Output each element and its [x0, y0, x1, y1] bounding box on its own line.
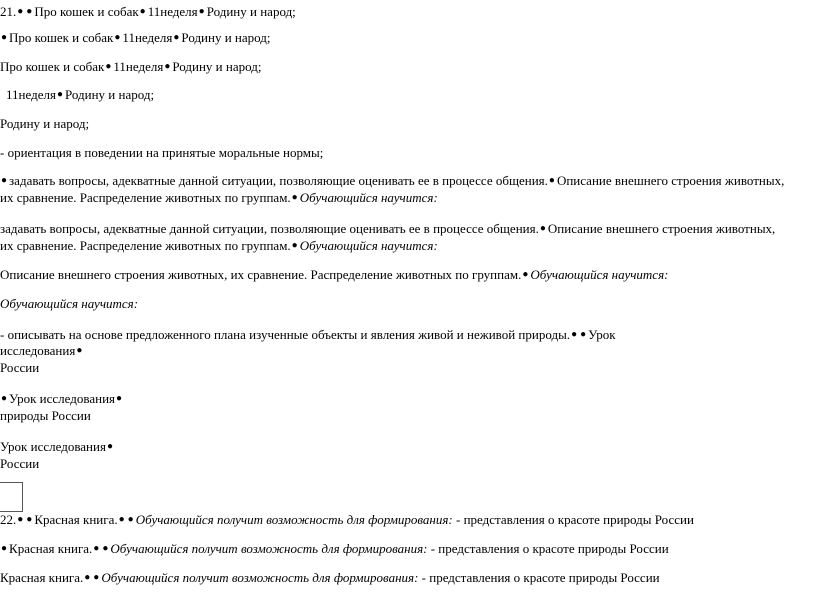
text-span: Родину и народ;: [0, 116, 90, 131]
italic-text-span: Обучающийся получит возможность для формирования:: [135, 512, 453, 527]
text-span: - ориентация в поведении на принятые моральные нормы;: [0, 145, 324, 160]
bullet-icon: ●: [116, 393, 123, 404]
text-line-14: [0, 342, 84, 359]
bullet-icon: ●: [105, 61, 112, 72]
text-line-16: [0, 390, 124, 407]
text-span: 11неделя: [147, 4, 198, 19]
bullet-icon: ●: [164, 61, 171, 72]
text-line-5: [0, 115, 89, 132]
text-line-9: [0, 220, 775, 237]
bullet-icon: ●: [76, 345, 83, 356]
italic-text-span: Обучающийся получит возможность для формирования:: [101, 570, 419, 585]
text-line-6: [0, 144, 323, 161]
bullet-icon: ●: [118, 514, 125, 525]
text-line-3: [0, 58, 261, 75]
italic-text-span: Обучающийся научится:: [299, 190, 438, 205]
text-span: - представления о красоте природы России: [456, 512, 694, 527]
bullet-icon: ●: [1, 393, 8, 404]
text-span: 11неделя: [113, 59, 164, 74]
text-span: Родину и народ;: [64, 87, 155, 102]
text-span: Урок исследования: [0, 439, 106, 454]
bullet-icon: ●: [17, 6, 24, 17]
text-line-4: [6, 86, 154, 103]
text-span: Описание внешнего строения животных, их сравнение. Распределение животных по группам.: [0, 267, 522, 282]
bullet-icon: ●: [84, 572, 91, 583]
text-span: России: [0, 456, 40, 471]
bullet-icon: ●: [26, 514, 33, 525]
bullet-icon: ●: [93, 572, 100, 583]
text-span: Красная книга.: [0, 570, 84, 585]
text-line-8: [0, 189, 438, 206]
text-span: Про кошек и собак: [34, 4, 139, 19]
bullet-icon: ●: [548, 175, 555, 186]
text-span: Красная книга.: [9, 541, 93, 556]
text-span: Урок исследования: [9, 391, 116, 406]
text-span: Описание внешнего строения животных,: [556, 173, 785, 188]
text-span: задавать вопросы, адекватные данной ситуации, позволяющие оценивать ее в процессе общения.: [9, 173, 548, 188]
bullet-icon: ●: [539, 223, 546, 234]
text-span: Про кошек и собак: [9, 30, 114, 45]
bullet-icon: ●: [173, 32, 180, 43]
empty-table-cell: [0, 482, 23, 512]
text-line-12: [0, 295, 138, 312]
text-line-15: [0, 359, 39, 376]
italic-text-span: Обучающийся получит возможность для формирования:: [110, 541, 428, 556]
bullet-icon: ●: [291, 240, 298, 251]
text-span: Описание внешнего строения животных,: [547, 221, 776, 236]
bullet-icon: ●: [1, 543, 8, 554]
bullet-icon: ●: [571, 329, 578, 340]
bullet-icon: ●: [291, 192, 298, 203]
text-span: 11неделя: [122, 30, 173, 45]
text-line-11: [0, 266, 668, 283]
text-line-18: [0, 438, 115, 455]
text-line-1: [0, 3, 296, 20]
text-line-20: [0, 511, 694, 528]
item-number: 21.: [0, 4, 17, 19]
text-line-21: [0, 540, 669, 557]
bullet-icon: ●: [26, 6, 33, 17]
bullet-icon: ●: [106, 441, 114, 452]
item-number: 22.: [0, 512, 17, 527]
italic-text-span: Обучающийся научится:: [530, 267, 669, 282]
text-line-17: [0, 407, 91, 424]
text-line-19: [0, 455, 39, 472]
text-span: Про кошек и собак: [0, 59, 105, 74]
bullet-icon: ●: [1, 175, 8, 186]
bullet-icon: ●: [139, 6, 146, 17]
text-line-7: [0, 172, 784, 189]
text-span: исследования: [0, 343, 76, 358]
bullet-icon: ●: [17, 514, 24, 525]
bullet-icon: ●: [102, 543, 109, 554]
italic-text-span: Обучающийся научится:: [299, 238, 438, 253]
bullet-icon: ●: [127, 514, 134, 525]
bullet-icon: ●: [56, 89, 63, 100]
text-line-22: [0, 569, 660, 586]
text-span: - представления о красоте природы России: [430, 541, 669, 556]
bullet-icon: ●: [1, 32, 8, 43]
text-span: России: [0, 360, 40, 375]
text-span: их сравнение. Распределение животных по группам.: [0, 190, 291, 205]
text-span: задавать вопросы, адекватные данной ситуации, позволяющие оценивать ее в процессе общения.: [0, 221, 539, 236]
bullet-icon: ●: [580, 329, 587, 340]
text-span: Родину и народ;: [172, 59, 262, 74]
bullet-icon: ●: [93, 543, 100, 554]
text-span: - представления о красоте природы России: [421, 570, 660, 585]
text-span: - описывать на основе предложенного плана изученные объекты и явления живой и неживой природы.: [0, 327, 571, 342]
bullet-icon: ●: [198, 6, 205, 17]
text-line-2: [0, 29, 271, 46]
text-span: Родину и народ;: [206, 4, 296, 19]
text-line-10: [0, 237, 438, 254]
bullet-icon: ●: [522, 269, 529, 280]
italic-text-span: Обучающийся научится:: [0, 296, 139, 311]
text-span: их сравнение. Распределение животных по группам.: [0, 238, 291, 253]
text-span: Урок: [588, 327, 616, 342]
text-line-13: [0, 326, 616, 343]
text-span: Родину и народ;: [181, 30, 271, 45]
text-span: природы России: [0, 408, 91, 423]
text-span: 11неделя: [6, 87, 56, 102]
text-span: Красная книга.: [34, 512, 118, 527]
bullet-icon: ●: [114, 32, 121, 43]
